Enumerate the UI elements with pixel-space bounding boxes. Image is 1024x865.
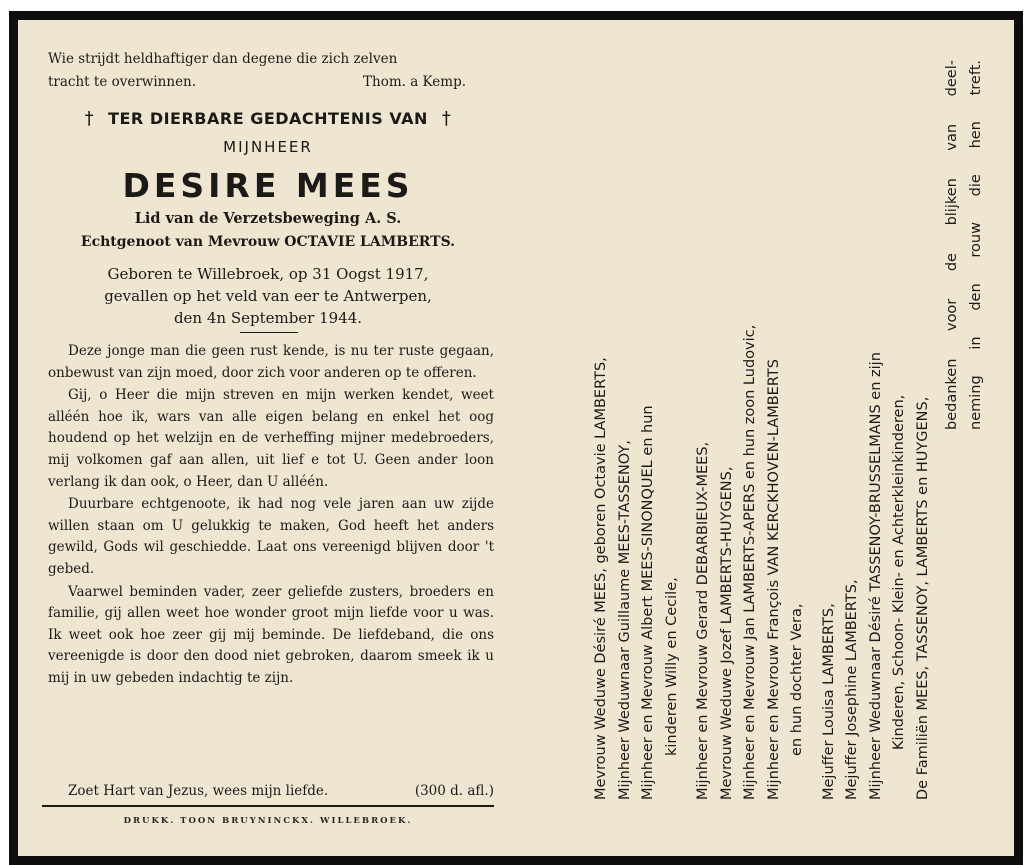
thanks-panel — [940, 60, 1000, 430]
mourner-line: De Familiën MEES, TASSENOY, LAMBERTS en HUYGENS, — [914, 396, 931, 800]
birth-line: Geboren te Willebroek, op 31 Oogst 1917, — [107, 265, 429, 283]
deceased-name: DESIRE MEES — [122, 166, 414, 205]
death-line: gevallen op het veld van eer te Antwerpen, — [104, 287, 432, 305]
mourner-line: Mevrouw Weduwe Jozef LAMBERTS-HUYGENS, — [718, 466, 735, 800]
mourner-line: Mijnheer en Mevrouw Jan LAMBERTS-APERS en hun zoon Ludovic, — [742, 324, 758, 800]
indulgence-note: (300 d. afl.) — [414, 783, 494, 799]
spacer — [810, 60, 818, 800]
mourner-line: kinderen Willy en Cecile, — [663, 577, 680, 756]
thanks-text — [940, 60, 1000, 430]
memorial-text — [48, 341, 494, 691]
honorific: MIJNHEER — [223, 138, 313, 156]
paragraph: Duurbare echtgenoote, ik had nog vele jaren aan uw zijde willen staan om U gelukkig te maken, God heeft het anders gewild, Gods wil geschiedde. Laat ons vereenigd blijven door 't gebed. — [48, 496, 494, 577]
printer-credit: DRUKK. TOON BRUYNINCKX. WILLEBROEK. — [123, 816, 413, 826]
divider-long — [42, 805, 494, 807]
dedication-text: TER DIERBARE GEDACHTENIS VAN — [108, 109, 428, 128]
mourner-line: Kinderen, Schoon- Klein- en Achterkleinkinderen, — [891, 394, 907, 750]
motto-attribution: Thom. a Kemp. — [363, 74, 466, 90]
spouse-line: Echtgenoot van Mevrouw OCTAVIE LAMBERTS. — [80, 234, 456, 250]
membership-line: Lid van de Verzetsbeweging A. S. — [134, 210, 402, 227]
mourner-line: Mejuffer Louisa LAMBERTS, — [820, 603, 837, 800]
closing-prayer: Zoet Hart van Jezus, wees mijn liefde. — [68, 783, 329, 799]
cross-icon: † — [84, 108, 95, 129]
mourner-line: Mijnheer en Mevrouw Albert MEES-SINONQUEL en hun — [640, 405, 656, 800]
motto-line-1: Wie strijdt heldhaftiger dan degene die zich zelven — [48, 51, 398, 67]
cross-icon: † — [441, 108, 452, 129]
divider-short — [240, 332, 298, 333]
closing-prayer-row — [48, 783, 494, 799]
thanks-line-1: bedanken voor de blijken van deel- — [944, 60, 960, 430]
mourner-line: Mijnheer Weduwnaar Guillaume MEES-TASSENOY, — [616, 440, 633, 800]
mourner-line: Mevrouw Weduwe Désiré MEES, geboren Octavie LAMBERTS, — [593, 357, 609, 800]
memorial-card — [9, 11, 1023, 865]
paragraph: Gij, o Heer die mijn streven en mijn werken kendet, weet alléén hoe ik, wars van alle eigen belang en enkel het oog houdend op het welzijn en de verheffing mijner medebroeders, mij volkomen gaf aan allen, uit lief e tot U. Geen ander loon verlang ik dan ook, o Heer, dan U alléén. — [48, 387, 494, 490]
dedication-heading — [48, 108, 488, 129]
birth-death-block — [48, 263, 488, 329]
death-date-line: den 4n September 1944. — [173, 309, 363, 327]
mourners-panel — [590, 60, 930, 800]
mourner-line: Mijnheer Weduwnaar Désiré TASSENOY-BRUSSELMANS en zijn — [867, 352, 884, 800]
mourners-list — [590, 60, 930, 800]
motto — [48, 48, 488, 94]
mourner-line: en hun dochter Vera, — [789, 603, 805, 756]
thanks-line-2: neming in den rouw die hen treft. — [968, 60, 984, 430]
mourner-line: Mijnheer en Mevrouw Gerard DEBARBIEUX-MEES, — [695, 441, 711, 800]
paragraph: Deze jonge man die geen rust kende, is nu ter ruste gegaan, onbewust van zijn moed, door zich voor anderen op te offeren. — [48, 343, 494, 381]
spacer — [684, 60, 692, 800]
motto-line-2: tracht te overwinnen. — [48, 74, 197, 90]
mourner-line: Mijnheer en Mevrouw François VAN KERCKHOVEN-LAMBERTS — [765, 359, 782, 800]
motto-line-2-row — [48, 71, 488, 94]
mourner-line: Mejuffer Josephine LAMBERTS, — [844, 579, 860, 800]
paragraph: Vaarwel beminden vader, zeer geliefde zusters, broeders en familie, gij allen weet hoe wonder groot mijn liefde voor u was. Ik weet ook hoe zeer gij mij beminde. De liefdeband, die ons vereenigde is door den dood niet gebroken, daarom smeek ik u mij in uw gebeden indachtig te zijn. — [48, 583, 494, 686]
